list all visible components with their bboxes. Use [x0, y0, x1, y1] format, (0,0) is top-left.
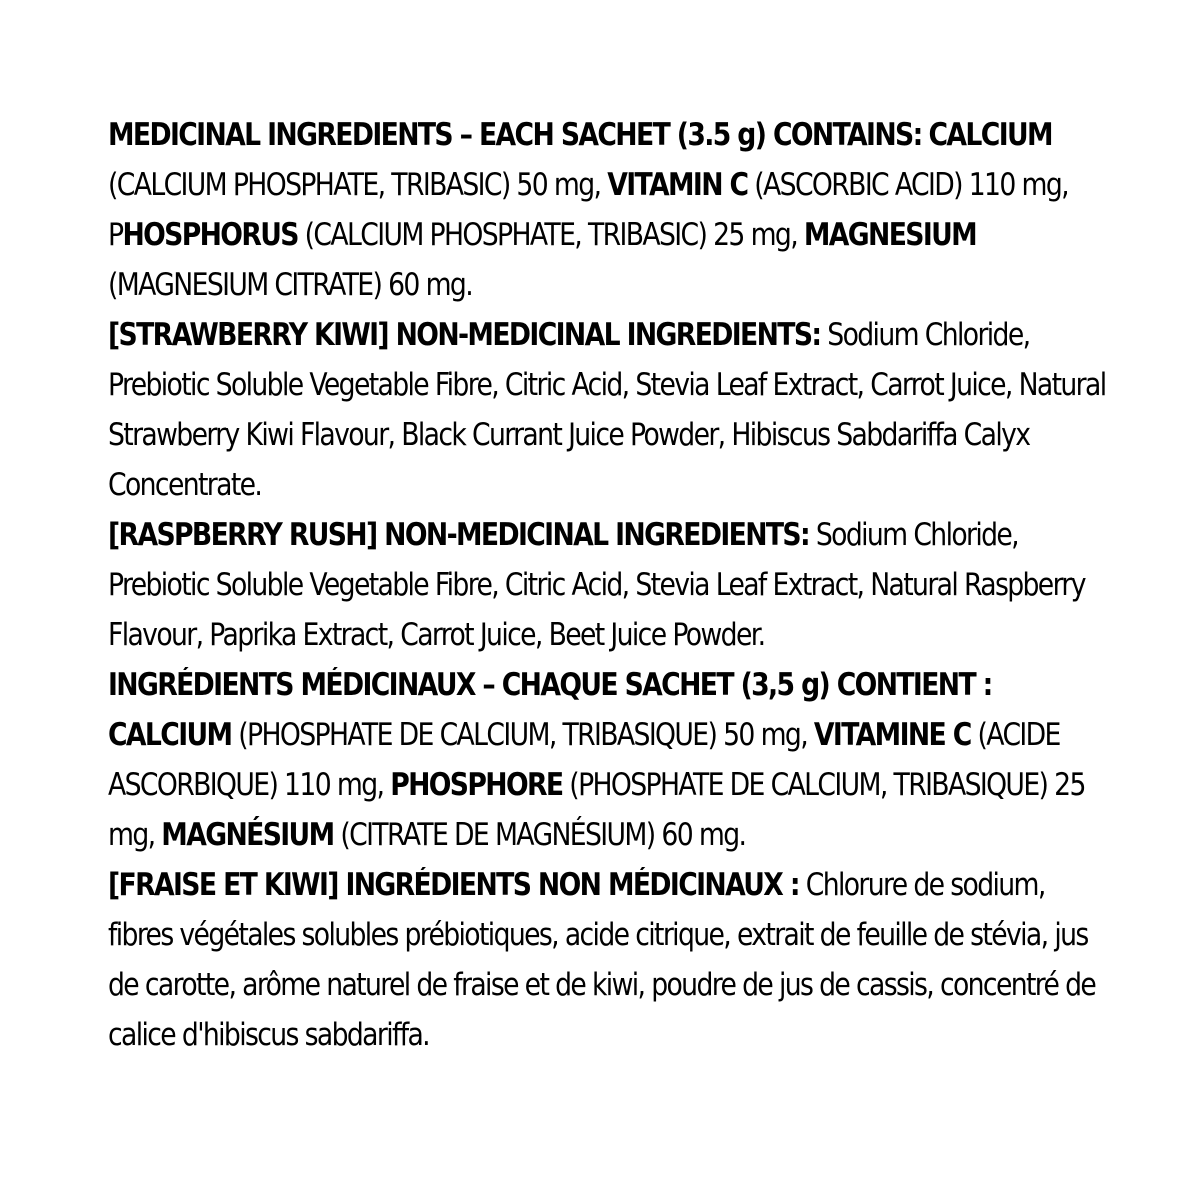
non-medicinal-strawberry-kiwi-en: [STRAWBERRY KIWI] NON-MEDICINAL INGREDIENTS: Sodium Chloride, Prebiotic Soluble Vegetable Fibre, Citric Acid, Stevia Leaf Extract, Carrot Juice, Natural Strawberry Kiwi Flavour, Black Currant Juice Powder, Hibiscus Sabdariffa Calyx Concentrate. — [108, 317, 1106, 503]
heading: [STRAWBERRY KIWI] NON-MEDICINAL INGREDIENTS: — [108, 317, 821, 353]
ingredient-name: HOSPHORUS — [122, 217, 298, 253]
ingredient-name: PHOSPHORE — [390, 767, 563, 803]
ingredient-name: VITAMINE C — [813, 717, 971, 753]
medicinal-ingredients-fr: INGRÉDIENTS MÉDICINAUX – CHAQUE SACHET (3,5 g) CONTIENT : CALCIUM (PHOSPHATE DE CALCIUM, TRIBASIQUE) 50 mg, VITAMINE C (ACIDE ASCORBIQUE) 110 mg, PHOSPHORE (PHOSPHATE DE CALCIUM, TRIBASIQUE) 25 mg, MAGNÉSIUM (CITRATE DE MAGNÉSIUM) 60 mg. — [108, 667, 1085, 853]
medicinal-ingredients-en: MEDICINAL INGREDIENTS – EACH SACHET (3.5 g) CONTAINS: CALCIUM (CALCIUM PHOSPHATE, TRIBASIC) 50 mg, VITAMIN C (ASCORBIC ACID) 110 mg, PHOSPHORUS (CALCIUM PHOSPHATE, TRIBASIC) 25 mg, MAGNESIUM (MAGNESIUM CITRATE) 60 mg. — [108, 117, 1069, 303]
ingredient-name: CALCIUM — [928, 117, 1052, 153]
heading: MEDICINAL INGREDIENTS – EACH SACHET (3.5 g) CONTAINS: — [108, 117, 922, 153]
ingredient-name: MAGNÉSIUM — [161, 817, 334, 853]
ingredients-label — [108, 110, 1108, 1060]
non-medicinal-raspberry-rush-en: [RASPBERRY RUSH] NON-MEDICINAL INGREDIENTS: Sodium Chloride, Prebiotic Soluble Vegetable Fibre, Citric Acid, Stevia Leaf Extract, Natural Raspberry Flavour, Paprika Extract, Carrot Juice, Beet Juice Powder. — [108, 517, 1085, 653]
ingredient-name: VITAMIN C — [607, 167, 748, 203]
heading: [RASPBERRY RUSH] NON-MEDICINAL INGREDIENTS: — [108, 517, 810, 553]
ingredient-name: CALCIUM — [108, 717, 232, 753]
heading: [FRAISE ET KIWI] INGRÉDIENTS NON MÉDICINAUX : — [108, 867, 799, 903]
non-medicinal-fraise-kiwi-fr: [FRAISE ET KIWI] INGRÉDIENTS NON MÉDICINAUX : Chlorure de sodium, fibres végétales solubles prébiotiques, acide citrique, extrait de feuille de stévia, jus de carotte, arôme naturel de fraise et de kiwi, poudre de jus de cassis, concentré de calice d'hibiscus sabdariffa. — [108, 867, 1096, 1053]
heading: INGRÉDIENTS MÉDICINAUX – CHAQUE SACHET (3,5 g) CONTIENT : — [108, 667, 992, 703]
ingredient-name: MAGNESIUM — [803, 217, 977, 253]
